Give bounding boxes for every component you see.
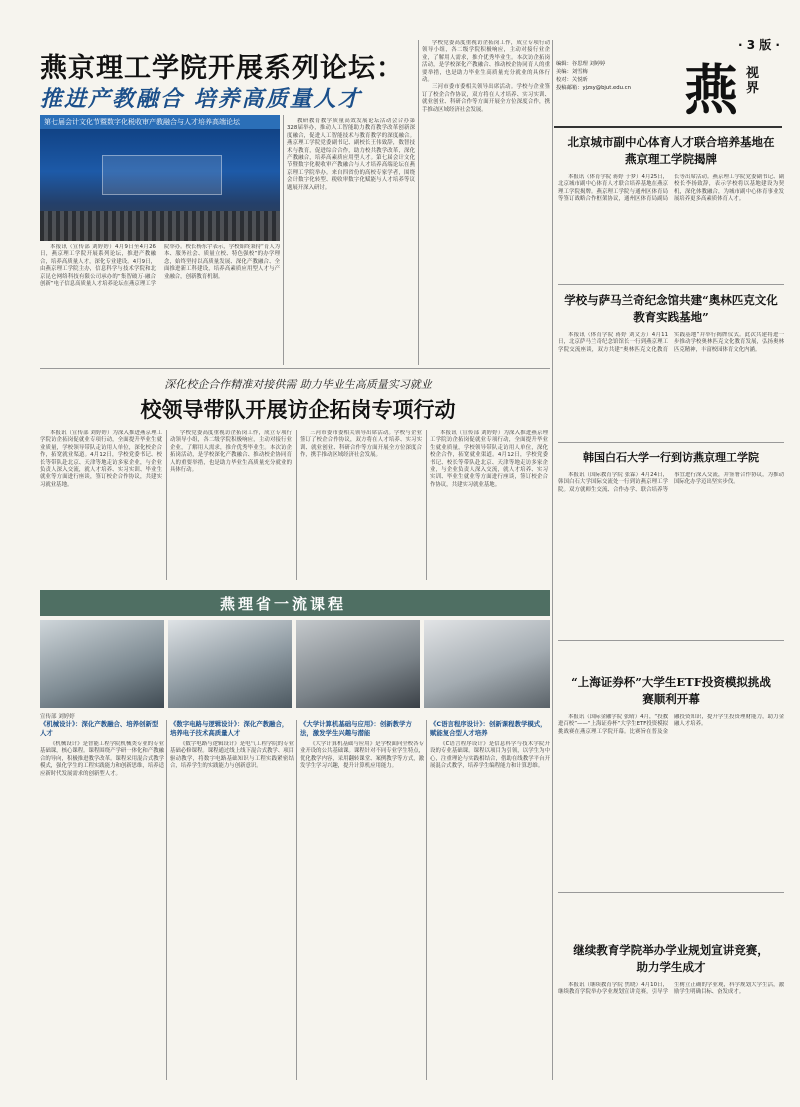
editor-line-2: 美编：刘雪梅 [556, 69, 588, 75]
lead-subheadline: 推进产教融合 培养高质量人才 [40, 86, 362, 112]
story-title: 继续教育学院举办学业规划宣讲竞赛，助力学生成才 [573, 943, 769, 974]
course-photo-3 [296, 620, 420, 708]
story-body: 本报讯（国际教育学院 张霖）4月24日，韩国白石大学国际交流处一行到访燕京理工学院。双方就师生交流、合作办学、联合培养等事宜进行深入交流，并签署合作协议，为推动国际化办学迈出坚实步伐。 [558, 472, 784, 493]
logo-char: 燕 [684, 58, 738, 122]
email-line: 投稿邮箱：yjzsy@bjut.edu.cn [556, 85, 631, 91]
mid-column-text: 学校党委高度重视访企拓岗工作，成立专项行动领导小组，各二级学院积极响应，主动对接行业企业，了解用人需求，推介优秀毕业生。本次访企拓岗活动，是学校深化产教融合、推动校企协同育人的重要举措，也是助力毕业生高质量充分就业的具体行动。 三河市委市委相关领导出席活动。学校与企业签订了校企合作协议，双方将在人才培养、实习实训、就业创业、科研合作等方面开展全方位深度合作，携手推动区域经济社会发展。 [422, 40, 550, 113]
right-story-1 [558, 132, 784, 282]
course-item [40, 720, 164, 1080]
story2-kicker: 深化校企合作精准对接供需 助力毕业生高质量实习就业 [164, 378, 432, 391]
course-photo-2 [168, 620, 292, 708]
right-story-5 [558, 940, 784, 1080]
course-item-body: 《大学计算机基础与应用》是学校面向全校各专业开设的公共基础课。课程针对不同专业学生特点，优化教学内容，采用翻转课堂、案例教学等方式，激发学生学习兴趣，提升计算机应用能力。 [300, 741, 424, 770]
story-title: 韩国白石大学一行到访燕京理工学院 [583, 451, 759, 464]
lead-photo [40, 115, 280, 241]
story-title: 学校与萨马兰奇纪念馆共建“奥林匹克文化教育实践基地” [564, 293, 778, 324]
course-photo-1 [40, 620, 164, 708]
page-number: · 3 版 · [737, 38, 780, 52]
story-title: “上海证券杯”大学生ETF投资模拟挑战赛顺利开幕 [571, 675, 771, 706]
lead-body-right: 教研教育教学质量高效发展论坛活动会合办第328届举办，推动人工智能助力教育教学改革创新深度融合，促进人工智能技术与教育教学的深度融合。燕京理工学院党委副书记、副校长王伟致辞，数智技术与教育，促进综合合作，助力校共教学改革，深化产教融合，培养高素质应用型人才。第七届会计文化节暨数字化税收审产教融合与人才培养高端论坛在燕京理工学院举办。来自四省份的高校专家学者，围绕会计数字化转型、税收审数字化赋能与人才培养等议题展开深入研讨。 [287, 118, 415, 191]
right-story-4 [558, 672, 784, 862]
editor-line: 编辑：谷思理 刘婷婷 [556, 61, 606, 67]
course-section-header [40, 590, 550, 616]
banner-strip: 第七届会计文化节暨数字化税收审产教融合与人才培养高端论坛 [40, 115, 280, 129]
story2-col1: 本报讯（宣传部 刘婷婷）为深入推进燕京理工学院访企拓岗促就业专项行动，全面提升毕业生就业质量，学校领导带队走访用人单位，深化校企合作，拓宽就业渠道。4月12日，学校党委书记、校长等带队赴北京、天津等地走访多家企业，与企业负责人深入交流，就人才培养、实习实训、毕业生就业等方面进行座谈，签订校企合作协议，共建实习就业基地。 [40, 430, 162, 488]
story-body: 本报讯（体育学院 蒋婷 于梦）4月25日，北京城市副中心体育人才联合培养基地在燕京理工学院揭牌。燕京理工学院与通州区体育局等签订战略合作框架协议，通州区体育局副局长等出席活动。燕京理工学院党委副书记、副校长李扬致辞，表示学校将以基地建设为契机，深化体教融合，为城市副中心体育事业发展培养更多高素质体育人才。 [558, 174, 784, 203]
story-body: 本报讯（继续教育学院 焦晓）4月10日，继续教育学院举办学业规划宣讲竞赛，引导学生树立正确的学业观，科学规划大学生活，激励学生明确目标、奋发成才。 [558, 982, 784, 996]
course-item [300, 720, 424, 1080]
proof-line: 校对：关悦昕 [556, 77, 588, 83]
course-items [40, 720, 550, 1080]
course-item-body: 《数字电路与逻辑设计》是电气工程学院的专业基础必修课程。课程通过线上线下混合式教学、项目驱动教学，将数字电路基础知识与工程实践紧密结合，培养学生的实践能力与创新意识。 [170, 741, 294, 770]
right-story-2 [558, 290, 784, 440]
story2-col2: 学校党委高度重视访企拓岗工作，成立专项行动领导小组，各二级学院积极响应，主动对接行业企业，了解用人需求，推介优秀毕业生。本次访企拓岗活动，是学校深化产教融合、推动校企协同育人的重要举措，也是助力毕业生高质量充分就业的具体行动。 [170, 430, 292, 474]
course-photo-credit: 宣传部 刘婷婷 [40, 714, 75, 720]
lead-body: 本报讯（宣传部 刘婷婷）4月9日至4月26日，燕京理工学院开展系列论坛，推进产教融合，培养高质量人才，深化专业建设。4月9日，由燕京理工学院主办，信息科学与技术学院和北京昆仑网络科技有限公司承办的“集智破万·融合创新”电子信息高质量人才培养论坛在燕京理工学院举办。校长杨东宇表示，学校始终秉持“育人为本、服务社会、质量立校、特色强校”的办学理念，始终坚持以高质量发展、深化产教融合、全面推进新工科建设，培养高素质应用型人才与产业融合，创新教育机制。 [40, 244, 280, 288]
story-title: 北京城市副中心体育人才联合培养基地在燕京理工学院揭牌 [567, 135, 775, 166]
course-item-heading: 《数字电路与逻辑设计》：深化产教融合，培养电子技术高质量人才 [170, 720, 289, 737]
story-body: 本报讯（国际金融学院 张晴）4月，“投教进百校”——“上海证券杯”大学生ETF投资模拟挑战赛在燕京理工学院开幕。比赛旨在普及金融投资知识，提升学生投资理财能力，助力金融人才培养。 [558, 714, 784, 735]
course-item-body: 《机械设计》是智能工程学院机械类专业的专业基础课，核心课程。课程围绕产学研一体化和产教融合的导向，积极推进教学改革。课程采用混合式教学模式，强化学生的工程实践能力和创新思维，培养适应新时代发展需求的创新型人才。 [40, 741, 164, 777]
course-photo-strip [40, 620, 550, 708]
masthead-logo [682, 58, 782, 126]
course-item [430, 720, 550, 1080]
logo-sub: 视界 [746, 66, 760, 96]
masthead-info [556, 60, 676, 92]
course-item-heading: 《机械设计》：深化产教融合、培养创新型人才 [40, 720, 159, 737]
story2-headline: 校领导带队开展访企拓岗专项行动 [140, 397, 456, 422]
story2-col3: 三河市委市委相关领导出席活动。学校与企业签订了校企合作协议，双方将在人才培养、实习实训、就业创业、科研合作等方面开展全方位深度合作，携手推动区域经济社会发展。 [300, 430, 422, 459]
story-body: 本报讯（体育学院 蒋婷 刘文芳）4月11日，北京萨马兰奇纪念馆馆长一行到燕京理工学院交流座谈，双方共建“奥林匹克文化教育实践基地”并举行揭牌仪式。此次共建将进一步推动学校奥林匹克文化教育发展，弘扬奥林匹克精神，丰富校园体育文化内涵。 [558, 332, 784, 353]
course-item-heading: 《C语言程序设计》：创新课程教学模式，赋能复合型人才培养 [430, 720, 547, 737]
course-item-heading: 《大学计算机基础与应用》：创新教学方法，激发学生兴趣与潜能 [300, 720, 412, 737]
course-section-title: 燕理省一流课程 [220, 595, 347, 613]
course-item-body: 《C语言程序设计》是信息科学与技术学院开设的专业基础课。课程以项目为引领，以学生为中心，注重理论与实践相结合，借助在线教学平台开展混合式教学，培养学生编程能力和计算思维。 [430, 741, 550, 770]
course-photo-4 [424, 620, 550, 708]
course-item [170, 720, 294, 1080]
lead-headline: 燕京理工学院开展系列论坛： [40, 53, 404, 84]
story2-col4: 本报讯（宣传部 刘婷婷）为深入推进燕京理工学院访企拓岗促就业专项行动，全面提升毕业生就业质量，学校领导带队走访用人单位，深化校企合作，拓宽就业渠道。4月12日，学校党委书记、校长等带队赴北京、天津等地走访多家企业，与企业负责人深入交流，就人才培养、实习实训、毕业生就业等方面进行座谈，签订校企合作协议，共建实习就业基地。 [430, 430, 548, 488]
right-story-3 [558, 448, 784, 638]
